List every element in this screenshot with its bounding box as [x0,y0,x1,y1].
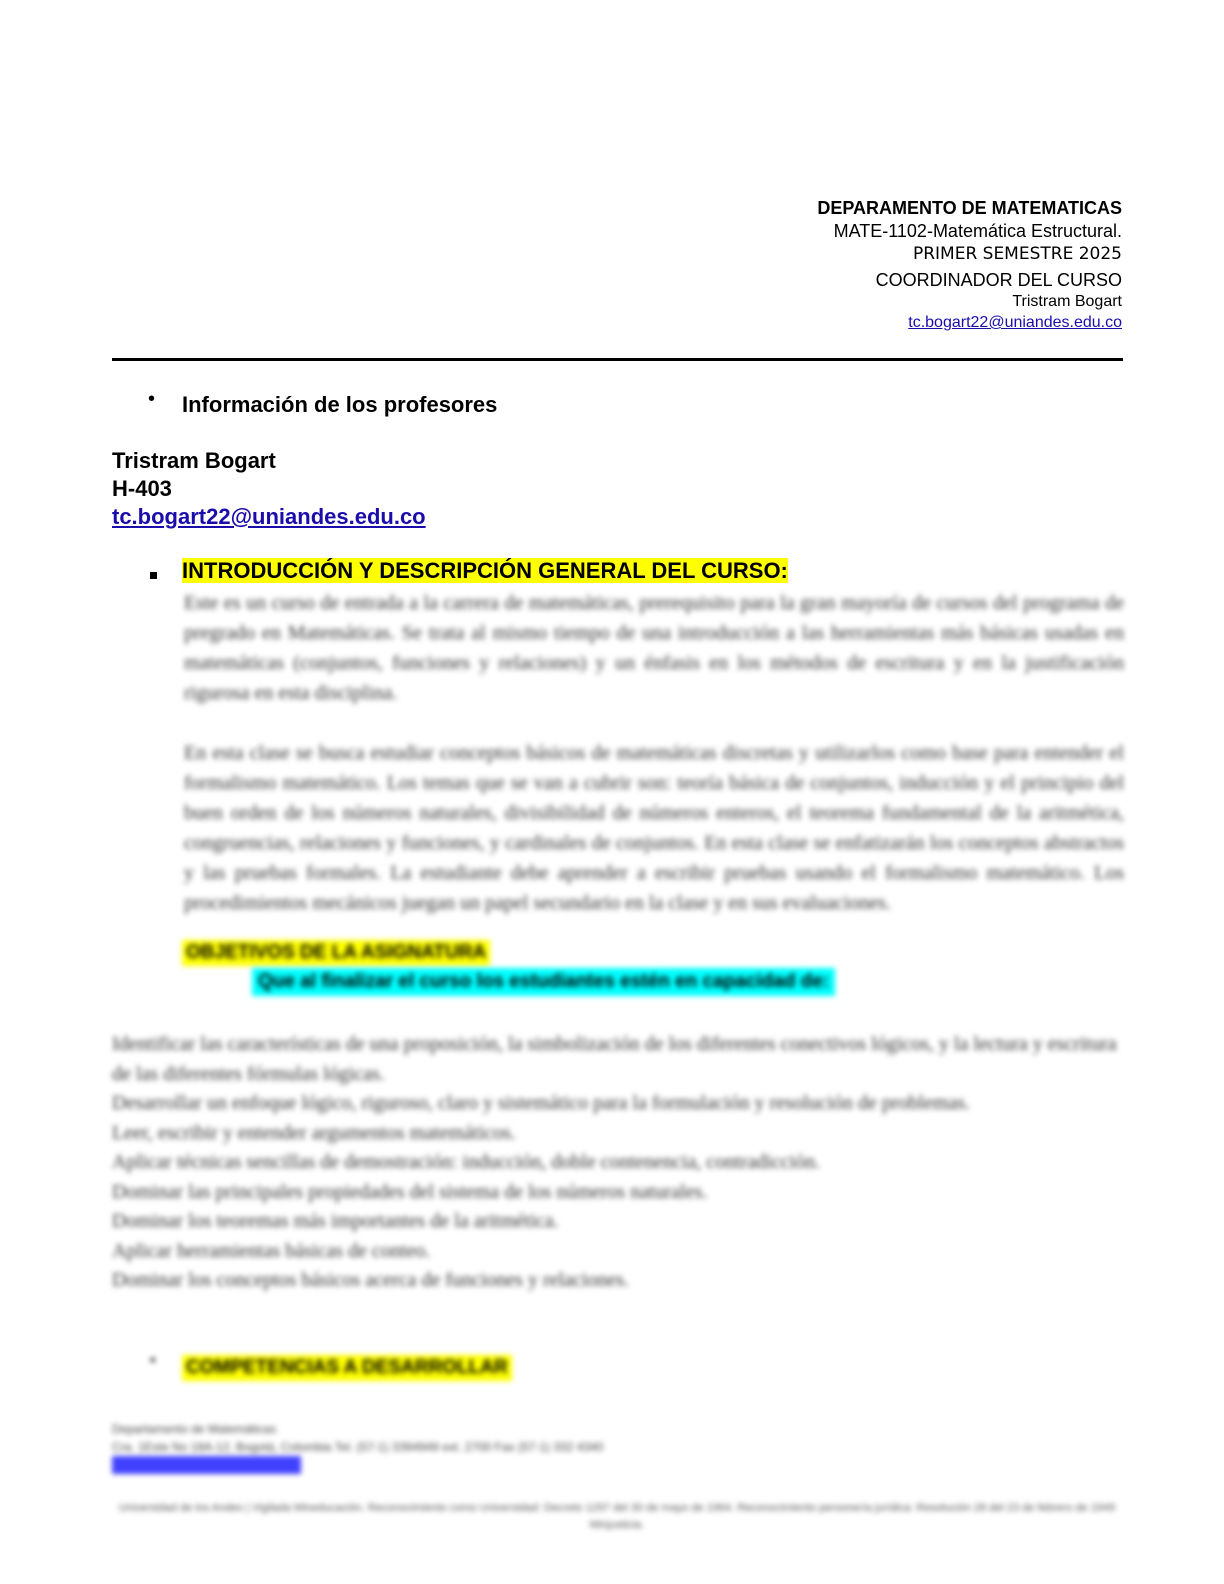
footer-address-2: Cra. 1Este No 18A-12, Bogotá, Colombia Tel. (57-1) 3394949 ext. 2700 Fax (57-1) 332 4340 [112,1440,604,1454]
professors-heading: Información de los profesores [182,392,498,417]
list-item: Dominar los conceptos básicos acerca de funciones y relaciones. [112,1269,630,1291]
intro-paragraph-2: En esta clase se busca estudiar conceptos básicos de matemáticas discretas y utilizarlos como base para entender el formalismo matemático. Los temas que se van a cubrir son: teoría básica de conjuntos, inducción y el principio del buen orden de los números naturales, divisibilidad de números enteros, el teorema fundamental de la aritmética, congruencias, relaciones y funciones, y cardinales de conjuntos. En esta clase se enfatizarán los conceptos abstractos y las pruebas formales. La estudiante debe aprender a escribir pruebas usando el formalismo matemático. Los procedimientos mecánicos juegan un papel secundario en la clase y en sus evaluaciones. [184,742,1124,914]
list-item: Leer, escribir y entender argumentos matemáticos. [112,1121,516,1144]
bullet-dot-icon: • [148,388,156,410]
list-item: Dominar los teoremas más importantes de la aritmética. [112,1210,559,1232]
list-item: Desarrollar un enfoque lógico, riguroso, claro y sistemático para la formulación y resolución de problemas. [112,1092,971,1114]
list-item: Aplicar técnicas sencillas de demostración: inducción, doble contenencia, contradicción. [112,1151,821,1173]
footer-legal-note: Universidad de los Andes | Vigilada Mineducación. Reconocimiento como Universidad: Decreto 1297 del 30 de mayo de 1964. Reconocimiento personería jurídica: Resolución 28 del 23 de febrero de 1949 Minjusticia. [118,1502,1116,1531]
list-item: Identificar las características de una proposición, la simbolización de los diferentes conectivos lógicos, y la lectura y escritura de las diferentes fórmulas lógicas. [112,1033,1117,1085]
semester: PRIMER SEMESTRE 2025 [912,244,1122,264]
professor-info [112,447,426,531]
coordinator-label: COORDINADOR DEL CURSO [875,270,1122,290]
list-item: Dominar las principales propiedades del sistema de los números naturales. [112,1180,708,1203]
objectives-list [112,1030,1117,1296]
department-name: DEPARAMENTO DE MATEMATICAS [817,198,1122,218]
page-footer [112,1420,603,1474]
coordinator-email-link[interactable]: tc.bogart22@uniandes.edu.co [908,314,1122,331]
professor-email-link[interactable]: tc.bogart22@uniandes.edu.co [112,504,426,529]
objectives-heading: OBJETIVOS DE LA ASIGNATURA [182,940,490,966]
objectives-subheading: Que al finalizar el curso los estudiantes estén en capacidad de: [252,968,835,996]
bullet-square-icon [150,572,157,579]
intro-heading [182,558,788,584]
document-header [817,196,1122,333]
footer-address-1: Departamento de Matemáticas [112,1422,277,1436]
intro-paragraph-1: Este es un curso de entrada a la carrera de matemáticas, prerequisito para la gran mayoría de cursos del programa de pregrado en Matemáticas. Se trata al mismo tiempo de una introducción a las herramientas más básicas usadas en matemáticas (conjuntos, funciones y relaciones) y un énfasis en los métodos de escritura y en la justificación rigurosa en esta disciplina. [184,592,1124,704]
competencies-heading: COMPETENCIAS A DESARROLLAR [182,1355,512,1381]
header-divider [112,358,1123,361]
coordinator-name: Tristram Bogart [1012,293,1122,310]
professor-name: Tristram Bogart [112,448,276,473]
intro-heading-text: INTRODUCCIÓN Y DESCRIPCIÓN GENERAL DEL CURSO: [182,558,788,583]
professor-office: H-403 [112,476,172,501]
footer-website-link[interactable]: http://matematicas.uniandes.edu.co [112,1458,302,1472]
list-item: Aplicar herramientas básicas de conteo. [112,1239,431,1262]
bullet-dot-icon: • [150,1352,156,1369]
course-name: MATE-1102-Matemática Estructural. [833,221,1122,241]
